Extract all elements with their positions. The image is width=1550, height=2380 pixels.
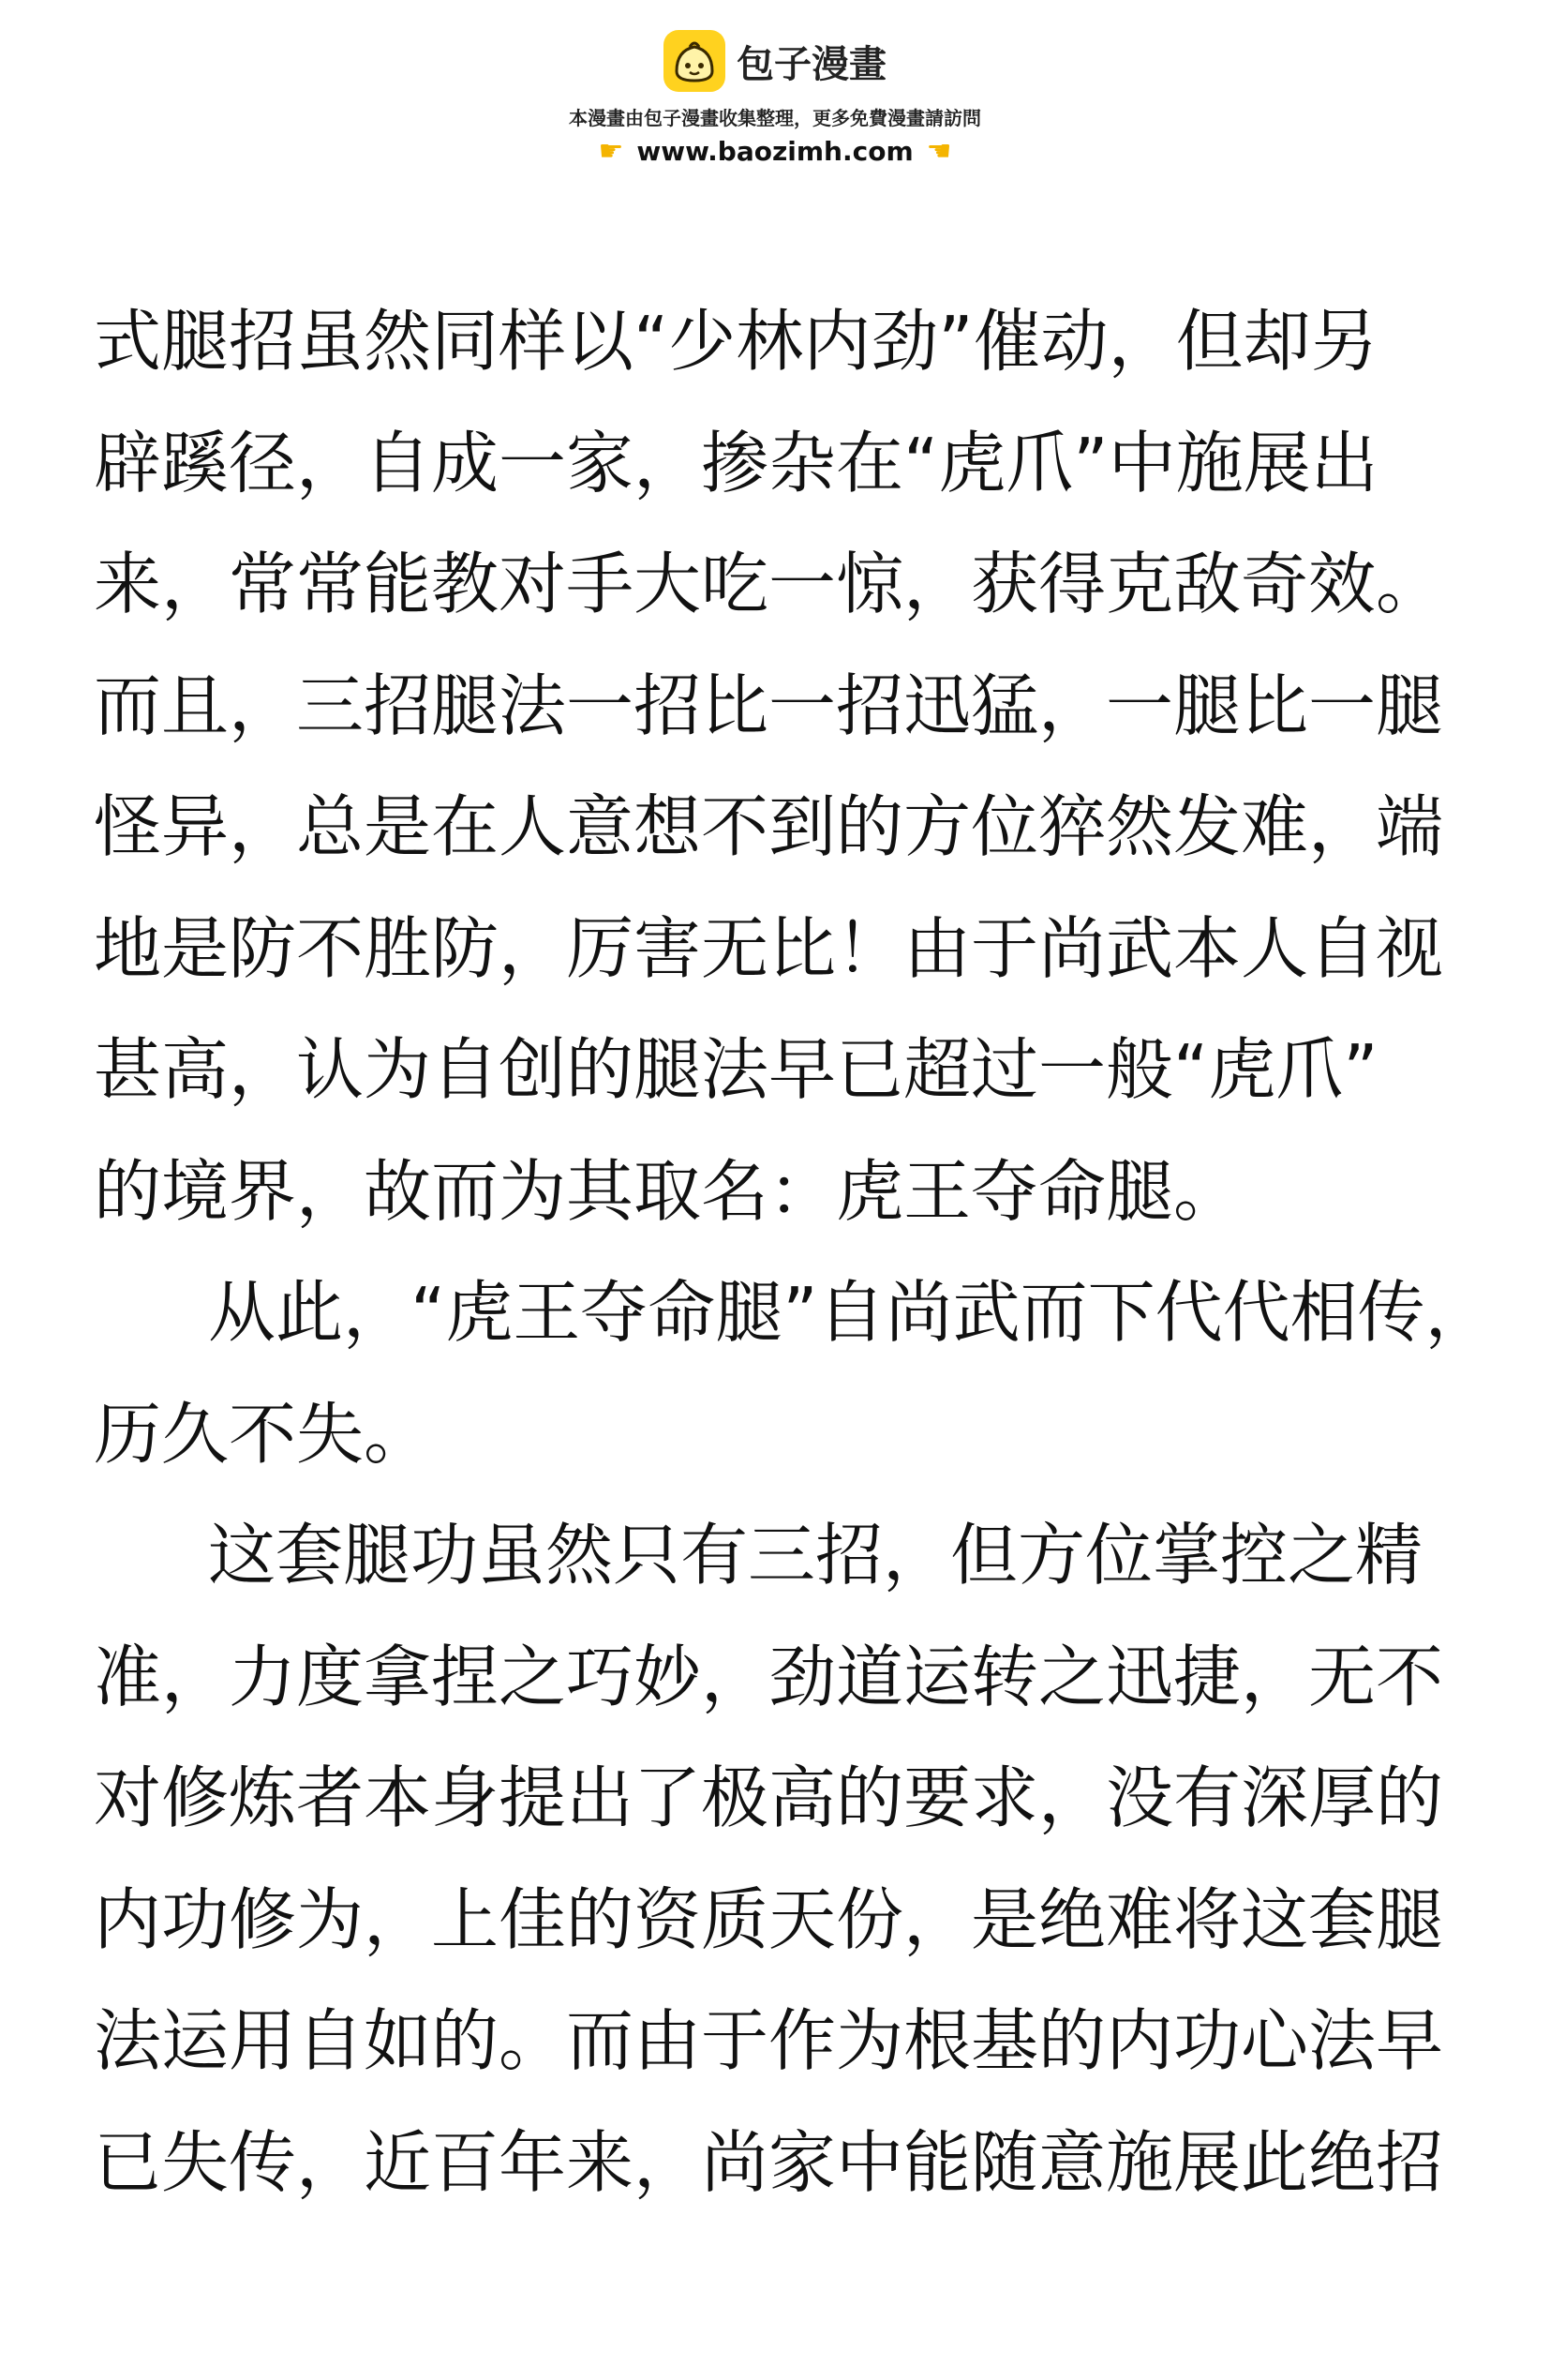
text-line: 法运用自如的。而由于作为根基的内功心法早: [94, 2001, 1444, 2080]
site-notice: 本漫畫由包子漫畫收集整理，更多免費漫畫請訪問: [569, 107, 981, 129]
text-line: 怪异，总是在人意想不到的方位猝然发难，端: [94, 787, 1444, 866]
site-header: [0, 28, 1550, 169]
text-line: 对修炼者本身提出了极高的要求，没有深厚的: [94, 1759, 1444, 1837]
text-line: 而且，三招腿法一招比一招迅猛，一腿比一腿: [94, 666, 1444, 745]
text-line: 式腿招虽然同样以“少林内劲”催动，但却另: [94, 302, 1379, 381]
text-line: 地是防不胜防，厉害无比！由于尚武本人自视: [94, 908, 1444, 988]
paragraph-start-line: 这套腿功虽然只有三招，但方位掌控之精: [208, 1516, 1423, 1594]
bun-logo-icon: [663, 30, 725, 92]
pointing-hand-left-icon: ☚: [926, 134, 952, 168]
logo-text: 包子漫畫: [737, 42, 887, 86]
text-line: 辟蹊径，自成一家，掺杂在“虎爪”中施展出: [94, 423, 1379, 502]
text-line: 准，力度拿捏之巧妙，劲道运转之迅捷，无不: [94, 1637, 1444, 1716]
text-line: 甚高，认为自创的腿法早已超过一般“虎爪”: [94, 1030, 1379, 1109]
url-row[interactable]: [0, 136, 1550, 167]
text-line: 来，常常能教对手大吃一惊，获得克敌奇效。: [94, 545, 1444, 623]
text-line: 历久不失。: [94, 1394, 432, 1474]
site-url-link[interactable]: www.baozimh.com: [636, 136, 914, 167]
logo-row[interactable]: [0, 28, 1550, 94]
paragraph-start-line: 从此，“虎王夺命腿”自尚武而下代代相传，: [208, 1273, 1493, 1352]
text-line: 的境界，故而为其取名：虎王夺命腿。: [94, 1151, 1242, 1231]
pointing-hand-right-icon: ☛: [598, 134, 624, 168]
text-line: 内功修为，上佳的资质天份，是绝难将这套腿: [94, 1879, 1444, 1959]
text-line: 已失传，近百年来，尚家中能随意施展此绝招: [94, 2122, 1444, 2202]
novel-text: [94, 281, 1493, 2223]
